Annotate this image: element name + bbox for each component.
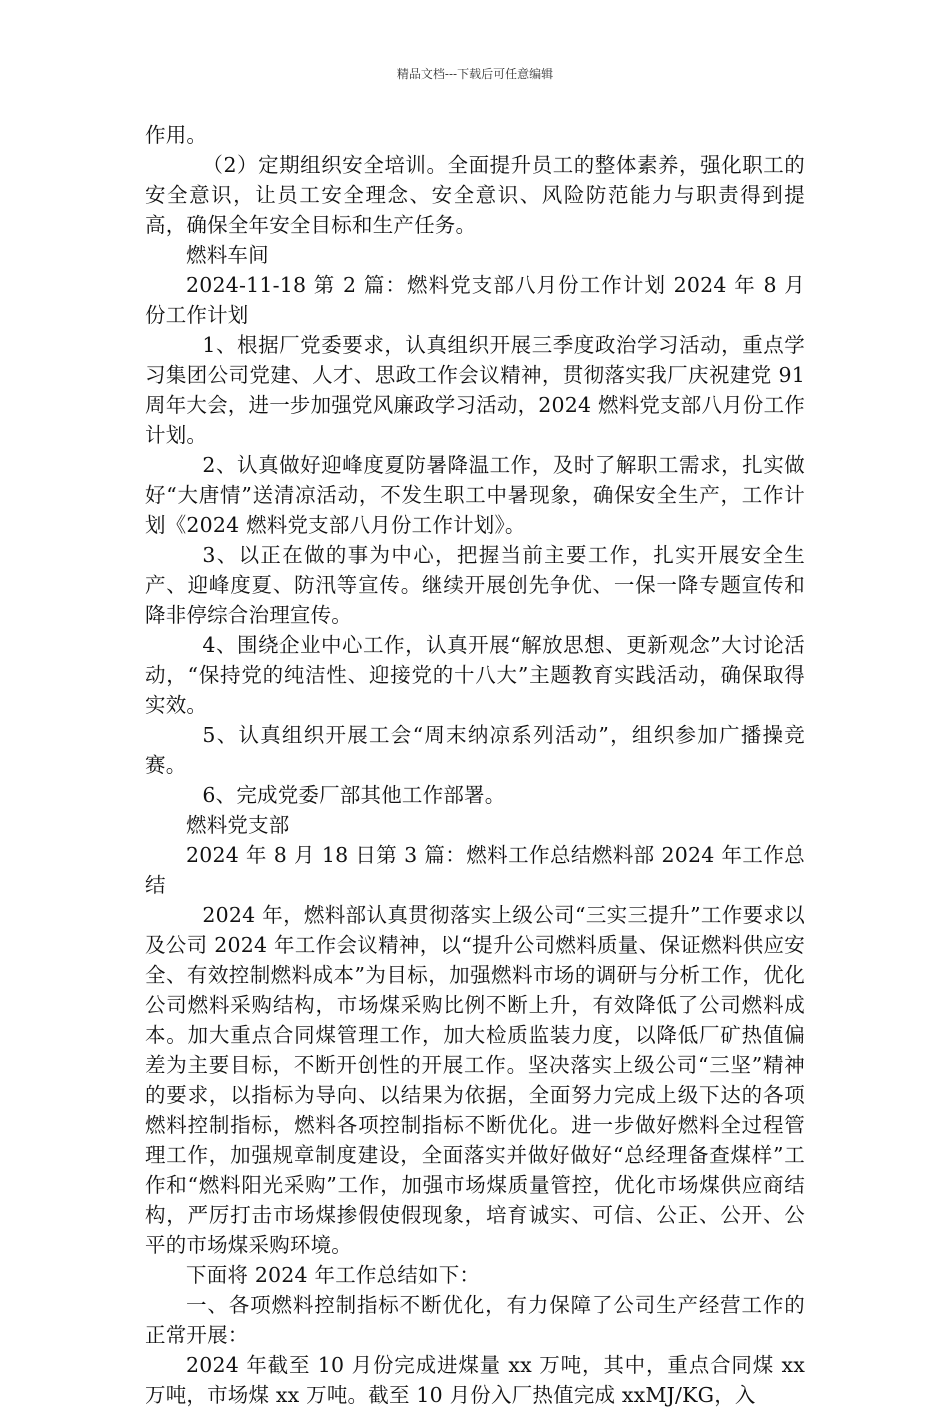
paragraph: 作用。: [145, 123, 208, 147]
list-item: 4、围绕企业中心工作，认真开展“解放思想、更新观念”大讨论活动，“保持党的纯洁性、迎接党的十八大”主题教育实践活动，确保取得实效。: [145, 633, 805, 717]
page-header: 精品文档---下载后可任意编辑: [396, 67, 554, 81]
signature-line: 燃料车间: [186, 243, 269, 267]
paragraph: 2024 年截至 10 月份完成进煤量 xx 万吨，其中，重点合同煤 xx 万吨，市场煤 xx 万吨。截至 10 月份入厂热值完成 xxMJ/KG，入: [145, 1353, 805, 1407]
paragraph: 下面将 2024 年工作总结如下：: [186, 1263, 481, 1287]
list-item: 5、认真组织开展工会“周末纳凉系列活动”，组织参加广播操竞赛。: [145, 723, 805, 777]
paragraph: 2024 年，燃料部认真贯彻落实上级公司“三实三提升”工作要求以及公司 2024 年工作会议精神，以“提升公司燃料质量、保证燃料供应安全、有效控制燃料成本”为目标，加强燃料市场的调研与分析工作，优化公司燃料采购结构，市场煤采购比例不断上升，有效降低了公司燃料成本。加大重点合同煤管理工作，加大检质监装力度，以降低厂矿热值偏差为主要目标，不断开创性的开展工作。坚决落实上级公司“三坚”精神的要求，以指标为导向、以结果为依据，全面努力完成上级下达的各项燃料控制指标，燃料各项控制指标不断优化。进一步做好燃料全过程管理工作，加强规章制度建设，全面落实并做好做好“总经理备查煤样”工作和“燃料阳光采购”工作，加强市场煤质量管控，优化市场煤供应商结构，严厉打击市场煤掺假使假现象，培育诚实、可信、公正、公开、公平的市场煤采购环境。: [145, 903, 805, 1257]
section-heading: 2024-11-18 第 2 篇：燃料党支部八月份工作计划 2024 年 8 月份工作计划: [145, 273, 805, 327]
paragraph: （2）定期组织安全培训。全面提升员工的整体素养，强化职工的安全意识，让员工安全理念、安全意识、风险防范能力与职责得到提高，确保全年安全目标和生产任务。: [145, 153, 805, 237]
list-item: 3、以正在做的事为中心，把握当前主要工作，扎实开展安全生产、迎峰度夏、防汛等宣传。继续开展创先争优、一保一降专题宣传和降非停综合治理宣传。: [145, 543, 805, 627]
list-item: 2、认真做好迎峰度夏防暑降温工作，及时了解职工需求，扎实做好“大唐情”送清凉活动，不发生职工中暑现象，确保安全生产，工作计划《2024 燃料党支部八月份工作计划》。: [145, 453, 805, 537]
list-item: 6、完成党委厂部其他工作部署。: [202, 783, 506, 807]
signature-line: 燃料党支部: [186, 813, 290, 837]
document-body: [145, 120, 805, 1410]
section-heading: 2024 年 8 月 18 日第 3 篇：燃料工作总结燃料部 2024 年工作总结: [145, 843, 805, 897]
subsection-heading: 一、各项燃料控制指标不断优化，有力保障了公司生产经营工作的正常开展：: [145, 1293, 805, 1347]
list-item: 1、根据厂党委要求，认真组织开展三季度政治学习活动，重点学习集团公司党建、人才、思政工作会议精神，贯彻落实我厂庆祝建党 91 周年大会，进一步加强党风廉政学习活动，2024 燃料党支部八月份工作计划。: [145, 333, 805, 447]
